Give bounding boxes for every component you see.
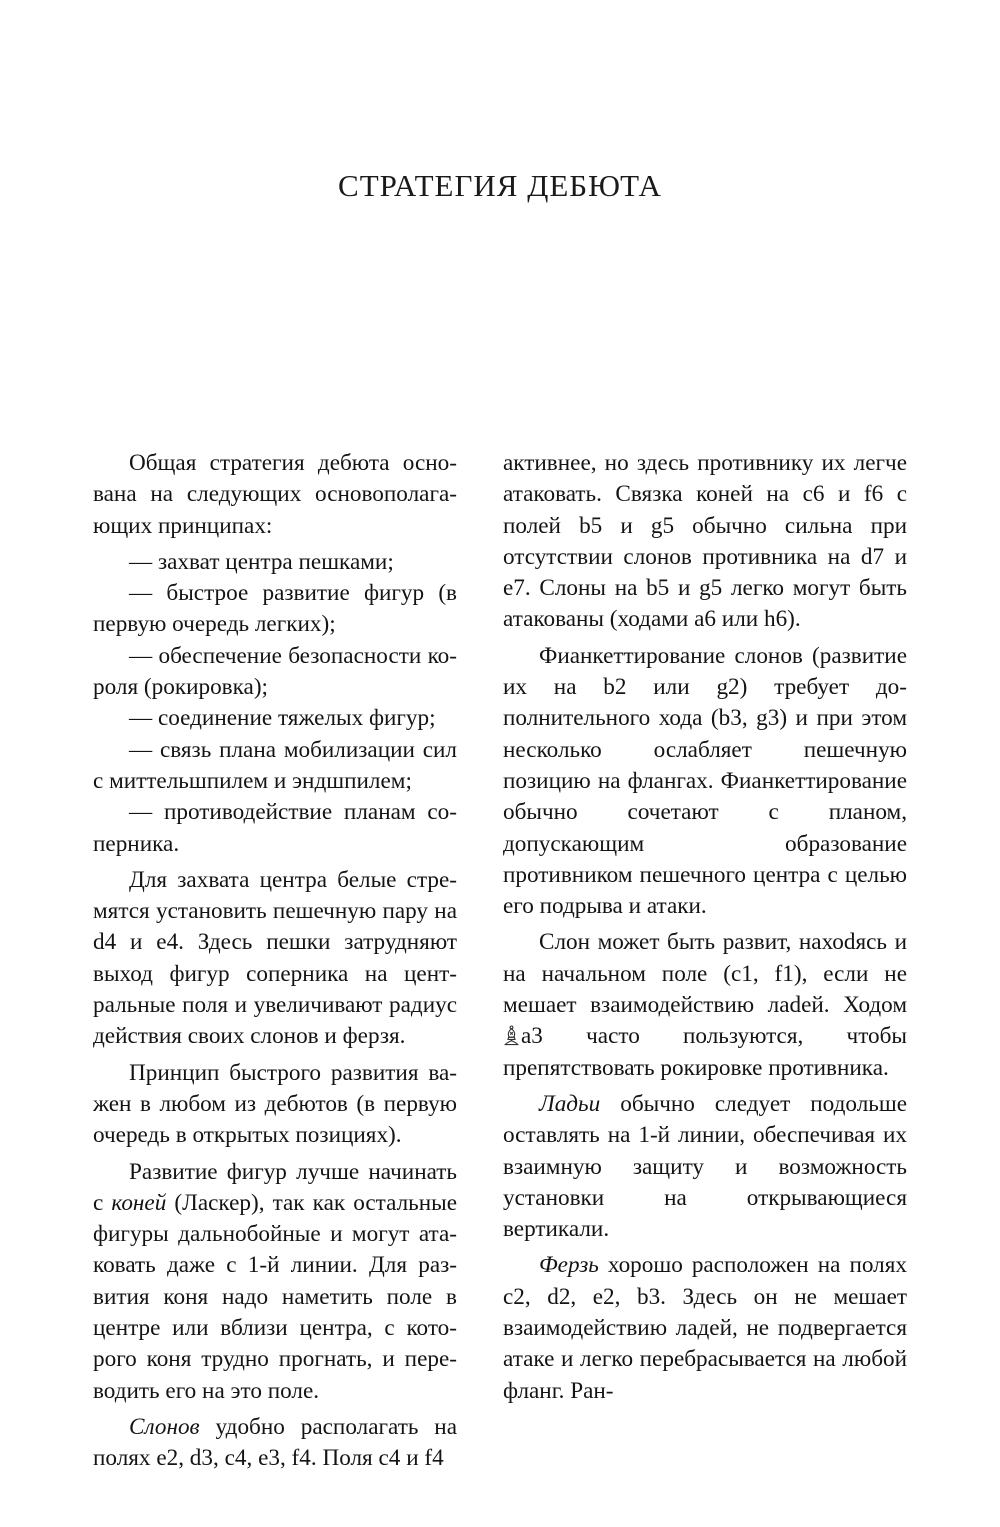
bishops-text: удобно располагать на полях е2, d3, с4, е3, f4. Поля с4 и f4 [93,1413,457,1472]
right-column [503,448,907,1412]
bishop-initial-rest: часто пользуются, чтобы препятствовать рокировке противника. [503,1023,907,1081]
rooks-text: обычно следует подольше оставлять на 1-й линии, обеспечивая их взаимную защиту и возможность установки на открывающиеся вертикали. [503,1090,907,1243]
list-item: — обеспечение безопасности короля (рокировка); [93,642,457,701]
page-title: СТРАТЕГИЯ ДЕБЮТА [338,168,662,203]
list-item: — соединение тяжелых фигур; [129,705,436,732]
bishop-move: a3 [521,1023,543,1050]
queen-term: Ферзь [539,1252,599,1279]
knights-paragraph [93,1157,457,1407]
knights-term: коней [111,1189,167,1216]
rooks-term: Ладьи [539,1090,601,1117]
knights-text-start: Развитие фигур лучше начинать с [93,1158,457,1216]
development-paragraph: Принцип быстрого развития важен в любом из дебютов (в первую очередь в открытых позициях). [93,1059,457,1149]
list-item: — захват центра пешками; [129,548,394,575]
knights-text-rest: (Ласкер), так как остальные фигуры дальнобойные и могут атаковать даже с 1-й линии. Для развития коня надо наметить поле в центре или вблизи центра, с которого коня трудно прогнать, и переводить его на это поле. [93,1189,457,1404]
intro-paragraph: Общая стратегия дебюта основана на следующих основополагающих принципах: [93,450,457,539]
bishops-paragraph [93,1412,457,1475]
list-item: — быстрое развитие фигур (в первую очередь легких); [93,580,457,638]
center-paragraph: Для захвата центра белые стремятся установить пешечную пару на d4 и е4. Здесь пешки затрудняют выход фигур соперника на центральные поля и увеличивают радиус действия своих слонов и ферзя. [93,866,457,1050]
bishop-initial-paragraph [503,927,907,1083]
list-item: — связь плана мобилизации сил с миттельшпилем и эндшпилем; [93,736,457,794]
chess-bishop-icon [503,1025,520,1046]
queen-paragraph [503,1250,907,1406]
bishop-initial-text: Слон может быть развит, нахоdясь и на начальном поле (с1, f1), если не мешает взаимодействию лаdей. Ходом [503,929,907,1019]
fianchetto-paragraph: Фианкеттирование слонов (развитие их на b2 или g2) требует дополнительного хода (b3, g3) и при этом несколько ослабляет пешечную позицию на флангах. Фианкеттирование обычно сочетают с планом, допускающим образование противником пешечного центра с целью его подрыва и атаки. [503,642,907,920]
continued-paragraph: активнее, но здесь противнику их легче атаковать. Связка коней на с6 и f6 с полей b5 и g5 обычно сильна при отсутствии слонов противника на d7 и е7. Слоны на b5 и g5 легко могут быть атакованы (ходами а6 или h6). [503,450,907,633]
rooks-paragraph [503,1089,907,1245]
queen-text: хорошо расположен на полях с2, d2, е2, b3. Здесь он не мешает взаимодействию ладей, не подвергается атаке и легко перебрасывается на любой фланг. Ран- [503,1252,907,1404]
list-item: — противодействие планам соперника. [93,799,457,857]
bishops-term: Слонов [129,1413,200,1440]
left-column [93,448,457,1480]
